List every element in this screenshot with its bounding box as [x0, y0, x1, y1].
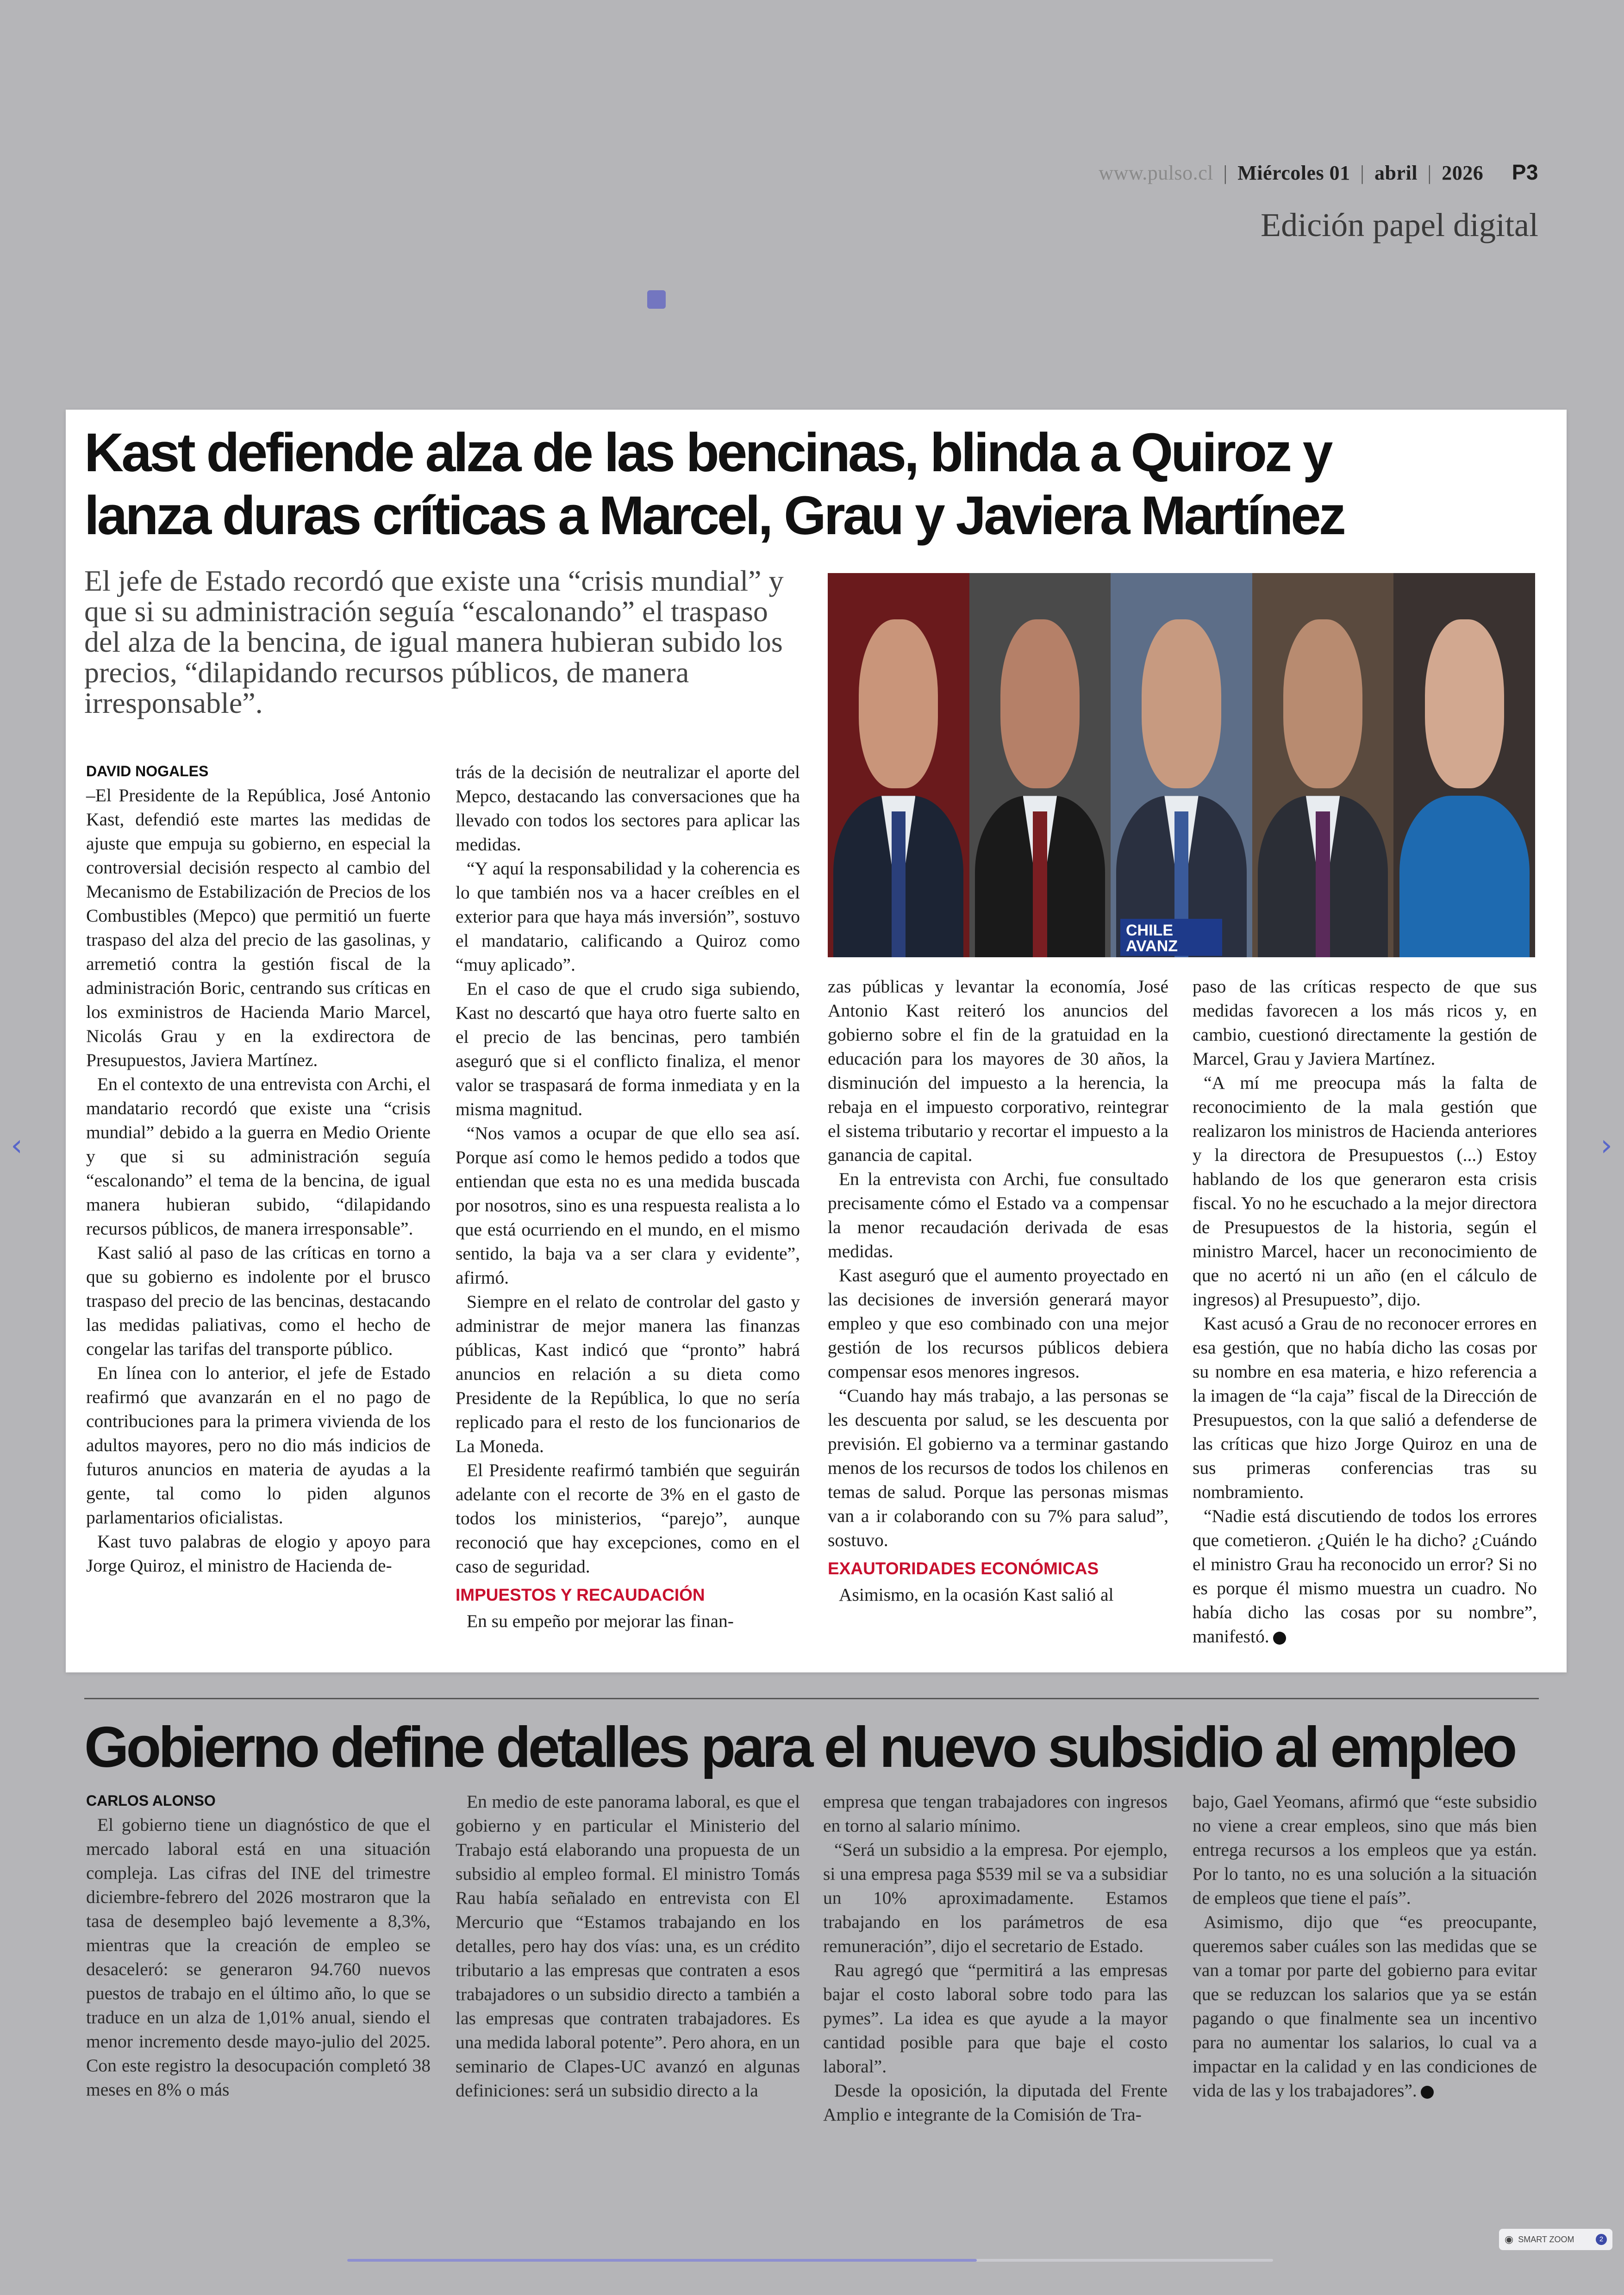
paragraph: En su empeño por mejorar las finan- [467, 1611, 734, 1631]
date-day: Miércoles 01 [1237, 162, 1350, 184]
smart-zoom-label: SMART ZOOM [1518, 2234, 1574, 2244]
eye-icon: ◉ [1505, 2233, 1514, 2245]
paragraph: trás de la decisión de neutralizar el aporte del Mepco, destacando las conversaciones que ha llevado con todos los sectores para aplicar las medidas. [456, 762, 800, 854]
smart-zoom-badge: 2 [1596, 2234, 1607, 2245]
section-subhead: EXAUTORIDADES ECONÓMICAS [828, 1559, 1099, 1578]
portrait [1393, 573, 1535, 957]
paragraph: “Cuando hay más trabajo, a las personas se les descuenta por salud, se les descuenta por previsión. El gobierno va a terminar gastando menos de los recursos de todos los chilenos en temas de salud. Porque las personas mismas van a ir colaborando con su 7% para salud”, sostuvo. [828, 1385, 1168, 1550]
paragraph: “A mí me preocupa más la falta de reconocimiento de la mala gestión que realizaron los ministros de Hacienda anteriores y la directora de Presupuestos (...) Estoy hablando de los que generaron esta crisis fiscal. Yo no he escuchado a la mejor directora de Presupuestos de la historia, según el ministro Marcel, hacer un reconocimiento de que no acertó ni un año (en el cálculo de ingresos) al Presupuesto”, dijo. [1193, 1073, 1537, 1310]
paragraph: empresa que tengan trabajadores con ingresos en torno al salario mínimo. [823, 1791, 1168, 1836]
byline: CARLOS ALONSO [86, 1792, 216, 1809]
sign-text: AVANZ [1126, 937, 1178, 955]
paragraph: Siempre en el relato de controlar del gasto y administrar de mejor manera las finanzas públicas, Kast indicó que “pronto” habrá anuncios en relación a su dieta como Presidente de la República, lo que no sería replicado para el resto de los funcionarios de La Moneda. [456, 1291, 800, 1456]
section-subhead: IMPUESTOS Y RECAUDACIÓN [456, 1585, 705, 1604]
article-column [828, 974, 1168, 1607]
article-photo[interactable] [828, 573, 1535, 957]
paragraph: “Será un subsidio a la empresa. Por ejemplo, si una empresa paga $539 mil se va a subsidiar un 10% aproximadamente. Estamos trabajando en los parámetros de esa remuneración”, dijo el secretario de Estado. [823, 1840, 1168, 1956]
page-progress-bar[interactable] [347, 2259, 1273, 2262]
article-column [1193, 974, 1537, 1648]
paragraph: El Presidente reafirmó también que seguirán adelante con el recorte de 3% en el gasto de todos los ministerios, “parejo”, aunque reconoció que hay excepciones, como en el caso de seguridad. [456, 1460, 800, 1577]
portrait [1252, 573, 1394, 957]
paragraph: paso de las críticas respecto de que sus medidas favorecen a los más ricos y, en cambio, cuestionó directamente la gestión de Marcel, Grau y Javiera Martínez. [1193, 976, 1537, 1069]
article-headline [84, 421, 1519, 547]
portrait [828, 573, 969, 957]
edition-title: Edición papel digital [1261, 206, 1538, 243]
paragraph: “Nos vamos a ocupar de que ello sea así. Porque así como le hemos pedido a todos que entiendan que esta no es una medida buscada por nosotros, sino es una respuesta realista a lo que está ocurriendo en el mundo, en el mismo sentido, la baja va a ser clara y evidente”, afirmó. [456, 1123, 800, 1288]
page-progress-fill [347, 2259, 977, 2262]
portrait [969, 573, 1111, 957]
annotation-marker[interactable] [647, 290, 666, 309]
portrait [1111, 573, 1252, 957]
paragraph: En línea con lo anterior, el jefe de Estado reafirmó que avanzarán en el no pago de contribuciones para la primera vivienda de los adultos mayores, pero no dio más indicios de futuros anuncios en materia de ayudas a la gente, tal como lo piden algunos parlamentarios oficialistas. [86, 1363, 431, 1528]
paragraph: El gobierno tiene un diagnóstico de que el mercado laboral está en una situación compleja. Las cifras del INE del trimestre diciembre-febrero del 2026 mostraron que la tasa de desempleo bajó levemente a 8,3%, mientras que la creación de empleo se desaceleró: se generaron 94.760 nuevos puestos de trabajo en el último año, lo que se traduce en un alza de 1,01% anual, siendo el menor incremento desde mayo-julio del 2025. Con este registro la desocupación completó 38 meses en 8% o más [86, 1815, 431, 2100]
sign-text: CHILE [1126, 922, 1173, 939]
photo-sign [1120, 919, 1222, 956]
paragraph: Rau agregó que “permitirá a las empresas bajar el costo laboral sobre todo para las pymes”. La idea es que ayude a la mayor cantidad posible para que baje el costo laboral”. [823, 1960, 1168, 2077]
date-month: abril [1374, 162, 1418, 184]
byline: DAVID NOGALES [86, 763, 209, 780]
separator: | [1427, 162, 1432, 184]
site-url[interactable]: www.pulso.cl [1099, 162, 1213, 184]
paragraph: bajo, Gael Yeomans, afirmó que “este subsidio no viene a crear empleos, sino que más bien entrega recursos a los empleos que ya están. Por lo tanto, no es una solución a la situación de empleos que tiene el país”. [1193, 1791, 1537, 1908]
page-number: P3 [1512, 160, 1538, 184]
page-header [1099, 160, 1538, 185]
paragraph: –El Presidente de la República, José Antonio Kast, defendió este martes las medidas de ajuste que empuja su gobierno, en especial la controversial decisión respecto al cambio del Mecanismo de Estabilización de Precios de los Combustibles (Mepco) que permitió un fuerte traspaso del alza del precio de las gasolinas, y arremetió contra la gestión fiscal de la administración Boric, centrando sus críticas en los exministros de Hacienda Mario Marcel, Nicolás Grau y en la exdirectora de Presupuestos, Javiera Martínez. [86, 785, 431, 1070]
paragraph: Desde la oposición, la diputada del Frente Amplio e integrante de la Comisión de Tra- [823, 2080, 1168, 2125]
paragraph: Asimismo, dijo que “es preocupante, queremos saber cuáles son las medidas que se van a tomar por parte del gobierno para evitar que se reduzcan los salarios que ya se están pagando o que finalmente sea un incentivo para no aumentar los salarios, lo cual va a impactar en la calidad y en las condiciones de vida de las y los trabajadores”. [1193, 1912, 1537, 2101]
paragraph: En medio de este panorama laboral, es que el gobierno y en particular el Ministerio del Trabajo está elaborando una propuesta de un subsidio al empleo formal. El ministro Tomás Rau había señalado en entrevista con El Mercurio que “Estamos trabajando en los detalles, pero hay dos vías: una, es un crédito tributario a las empresas que contraten a esos trabajadores o un subsidio directo a también a las empresas que contraten trabajadores. Es una medida laboral potente”. Pero ahora, en un seminario de Clapes-UC avanzó en algunas definiciones: será un subsidio directo a la [456, 1791, 800, 2101]
paragraph: En el caso de que el crudo siga subiendo, Kast no descartó que haya otro fuerte salto en el precio de las bencinas, pero también aseguró que si el conflicto finaliza, el menor valor se traspasará de forma inmediata y en la misma magnitud. [456, 979, 800, 1119]
paragraph: En el contexto de una entrevista con Archi, el mandatario recordó que existe una “crisis mundial” debido a la guerra en Medio Oriente y que si su administración seguía “escalonando” el tema de la bencina, de igual manera hubieran subido, “dilapidando recursos públicos, de manera irresponsable”. [86, 1074, 431, 1239]
next-page-chevron-icon[interactable]: › [1600, 1129, 1612, 1163]
paragraph: Kast aseguró que el aumento proyectado en las decisiones de inversión generará mayor empleo y que eso combinado con una mejor gestión de los recursos públicos debiera compensar esos menores ingresos. [828, 1265, 1168, 1382]
article-column [86, 759, 431, 1578]
paragraph: Kast salió al paso de las críticas en torno a que su gobierno es indolente por el brusco traspaso del precio de las bencinas, destacando las medidas paliativas, como el hecho de congelar las tarifas del transporte público. [86, 1242, 431, 1359]
paragraph: zas públicas y levantar la economía, José Antonio Kast reiteró los anuncios del gobierno sobre el fin de la gratuidad en la educación para los mayores de 30 años, la disminución del impuesto a la herencia, la rebaja en el impuesto corporativo, reintegrar el sistema tributario y recortar el impuesto a la ganancia de capital. [828, 976, 1168, 1165]
paragraph: En la entrevista con Archi, fue consultado precisamente cómo el Estado va a compensar la menor recaudación derivada de esas medidas. [828, 1169, 1168, 1261]
article-column [86, 1789, 431, 2102]
paragraph: “Nadie está discutiendo de todos los errores que cometieron. ¿Quién le ha dicho? ¿Cuándo el ministro Grau ha reconocido un error? Si no es porque él mismo muestra un cuadro. No había dicho las cosas por su nombre”, manifestó. [1193, 1506, 1537, 1646]
smart-zoom-button[interactable] [1499, 2229, 1612, 2250]
article-deck: El jefe de Estado recordó que existe una “crisis mundial” y que si su administración seguía “escalonando” el traspaso del alza de la bencina, de igual manera hubieran subido los precios, “dilapidando recursos públicos, de manera irresponsable”. [84, 564, 784, 719]
date-year: 2026 [1442, 162, 1484, 184]
separator: | [1223, 162, 1228, 184]
separator: | [1360, 162, 1365, 184]
headline-line: lanza duras críticas a Marcel, Grau y Javiera Martínez [84, 485, 1344, 546]
article-column [456, 1790, 800, 2102]
paragraph: Kast acusó a Grau de no reconocer errores en esa gestión, que no había dicho las cosas por su nombre en esa materia, e hizo referencia a la imagen de “la caja” fiscal de la Dirección de Presupuestos, con la que salió a defenderse de las críticas que hizo Jorge Quiroz en una de sus primeras conferencias tras su nombramiento. [1193, 1313, 1537, 1502]
paragraph: Kast tuvo palabras de elogio y apoyo para Jorge Quiroz, el ministro de Hacienda de- [86, 1531, 431, 1576]
headline-line: Kast defiende alza de las bencinas, blinda a Quiroz y [84, 422, 1331, 483]
article-headline: Gobierno define detalles para el nuevo subsidio al empleo [84, 1715, 1515, 1779]
prev-page-chevron-icon[interactable]: ‹ [11, 1129, 23, 1163]
article-column [456, 760, 800, 1633]
end-of-article-icon [1273, 1632, 1286, 1645]
section-divider [84, 1698, 1539, 1699]
end-of-article-icon [1421, 2086, 1434, 2099]
article-column [1193, 1790, 1537, 2102]
article-column [823, 1790, 1168, 2127]
paragraph: “Y aquí la responsabilidad y la coherencia es lo que también nos va a hacer creíbles en el exterior para que haya más inversión”, sostuvo el mandatario, calificando a Quiroz como “muy aplicado”. [456, 858, 800, 975]
paragraph: Asimismo, en la ocasión Kast salió al [839, 1584, 1114, 1605]
